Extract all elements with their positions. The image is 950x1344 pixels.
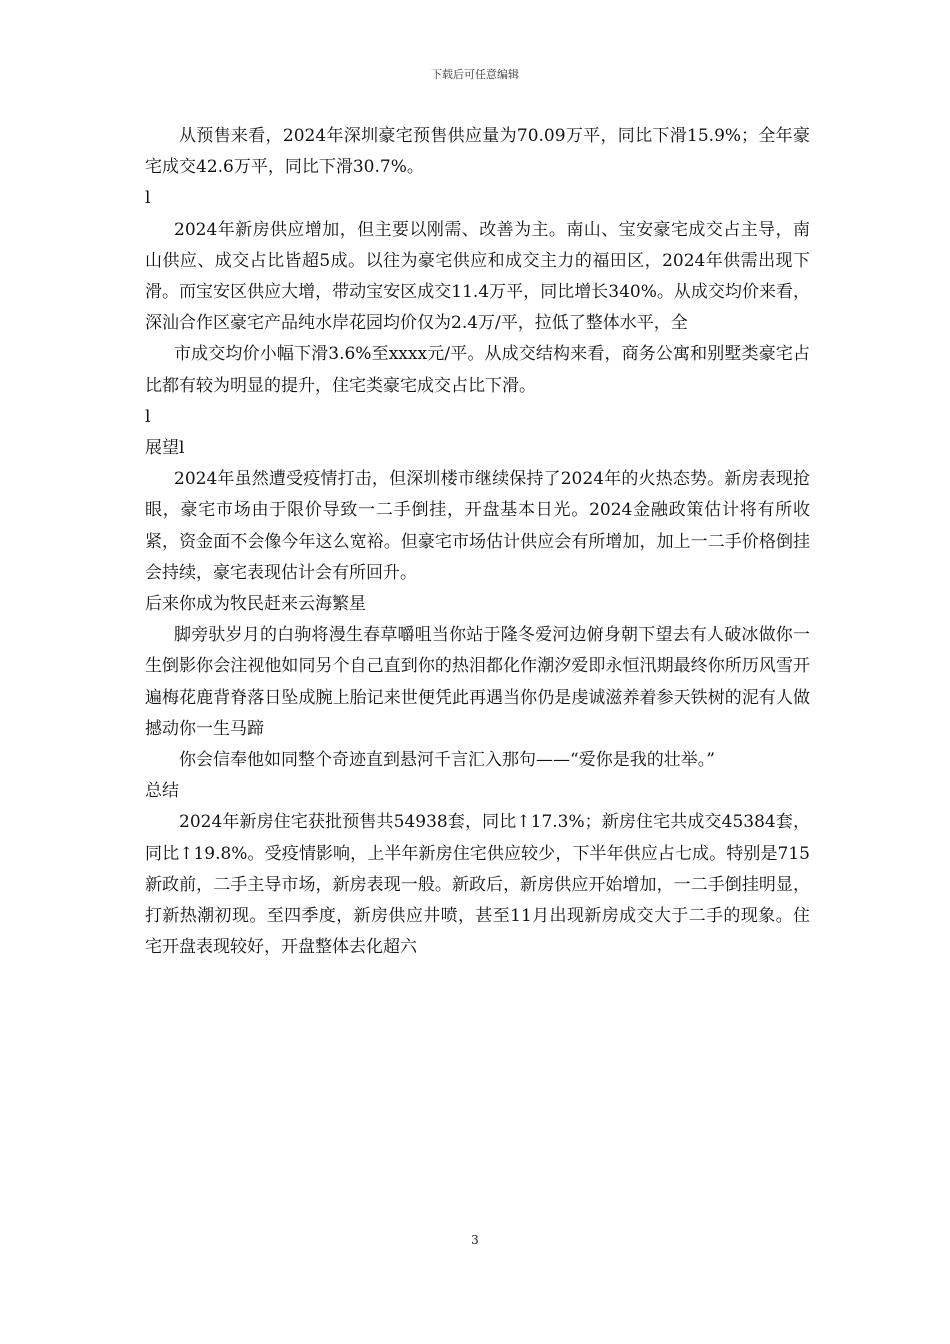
paragraph-presale: 从预售来看，2024年深圳豪宅预售供应量为70.09万平，同比下滑15.9%；全年豪宅成交42.6万平，同比下滑30.7%。 — [145, 126, 810, 178]
section-heading-summary: 总结 — [145, 781, 179, 802]
paragraph-price-structure: 市成交均价小幅下滑3.6%至xxxx元/平。从成交结构来看，商务公寓和别墅类豪宅占比都有较为明显的提升，住宅类豪宅成交占比下滑。 — [145, 344, 810, 396]
paragraph-poem: 脚旁驮岁月的白驹将漫生春草嚼咀当你站于隆冬爱河边俯身朝下望去有人破冰做你一生倒影你会注视他如同另个自己直到你的热泪都化作潮汐爱即永恒汛期最终你所历风雪开遍梅花鹿背脊落日坠成腕上胎记来世便凭此再遇当你仍是虔诚滋养着参天铁树的泥有人做撼动你一生马蹄 — [145, 625, 810, 739]
document-body — [145, 121, 810, 963]
paragraph-marker: l — [145, 406, 151, 427]
section-heading-outlook: 展望l — [145, 438, 185, 459]
page-number: 3 — [471, 1233, 479, 1247]
paragraph-marker: l — [145, 188, 151, 209]
paragraph-supply: 2024年新房供应增加，但主要以刚需、改善为主。南山、宝安豪宅成交占主导，南山供应、成交占比皆超5成。以往为豪宅供应和成交主力的福田区，2024年供需出现下滑。而宝安区供应大增，带动宝安区成交11.4万平，同比增长340%。从成交均价来看，深汕合作区豪宅产品纯水岸花园均价仅为2.4万/平，拉低了整体水平，全 — [145, 219, 810, 334]
page-header: 下载后可任意编辑 — [431, 68, 519, 81]
paragraph-outlook: 2024年虽然遭受疫情打击，但深圳楼市继续保持了2024年的火热态势。新房表现抢眼，豪宅市场由于限价导致一二手倒挂，开盘基本日光。2024金融政策估计将有所收紧，资金面不会像今年这么宽裕。但豪宅市场估计供应会有所增加，加上一二手价格倒挂会持续，豪宅表现估计会有所回升。 — [145, 469, 810, 583]
paragraph-poem-ending: 你会信奉他如同整个奇迹直到悬河千言汇入那句——“爱你是我的壮举。” — [179, 750, 715, 771]
paragraph-poem-line: 后来你成为牧民赶来云海繁星 — [145, 594, 366, 615]
paragraph-summary: 2024年新房住宅获批预售共54938套，同比↑17.3%；新房住宅共成交45384套，同比↑19.8%。受疫情影响，上半年新房住宅供应较少，下半年供应占七成。特别是715新政前，二手主导市场，新房表现一般。新政后，新房供应开始增加，一二手倒挂明显，打新热潮初现。至四季度，新房供应井喷，甚至11月出现新房成交大于二手的现象。住宅开盘表现较好，开盘整体去化超六 — [145, 812, 810, 958]
